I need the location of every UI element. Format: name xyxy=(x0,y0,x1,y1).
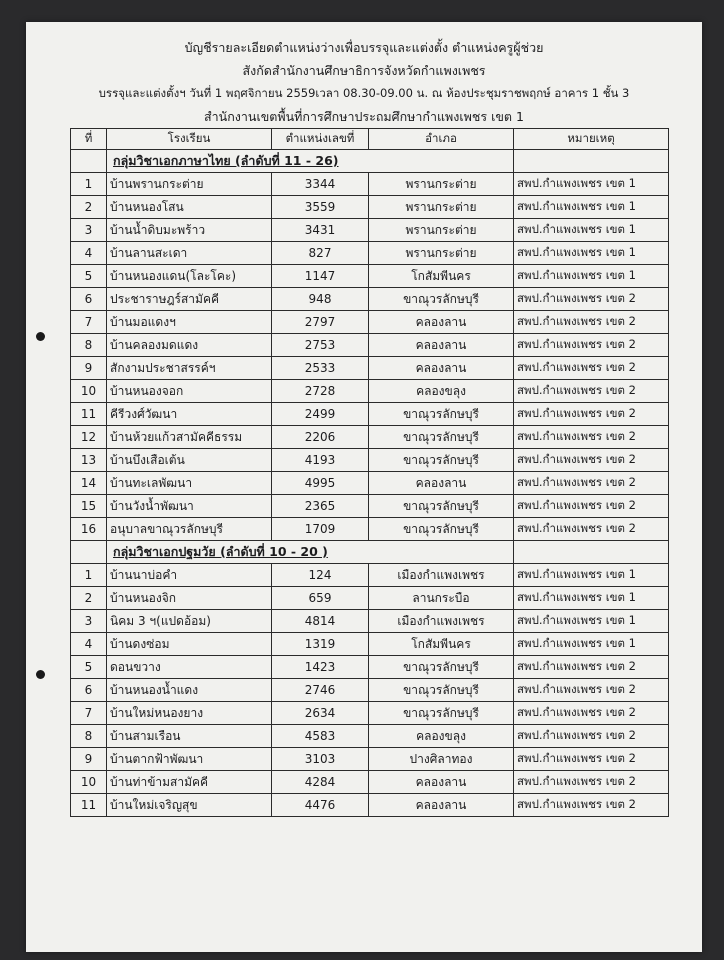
district-name: โกสัมพีนคร xyxy=(369,633,514,656)
district-name: คลองขลุง xyxy=(369,725,514,748)
table-row xyxy=(71,196,669,219)
district-name: คลองลาน xyxy=(369,311,514,334)
district-name: คลองลาน xyxy=(369,794,514,817)
position-number: 4583 xyxy=(272,725,369,748)
district-name: ขาณุวรลักษบุรี xyxy=(369,288,514,311)
position-number: 4476 xyxy=(272,794,369,817)
table-row xyxy=(71,357,669,380)
position-number: 2634 xyxy=(272,702,369,725)
school-name: บ้านหนองแดน(โละโคะ) xyxy=(107,265,272,288)
school-name: คีรีวงศ์วัฒนา xyxy=(107,403,272,426)
district-name: คลองลาน xyxy=(369,472,514,495)
group-header-row xyxy=(71,150,669,173)
row-number: 7 xyxy=(71,311,107,334)
row-number: 8 xyxy=(71,334,107,357)
district-name: ขาณุวรลักษบุรี xyxy=(369,518,514,541)
table-row xyxy=(71,380,669,403)
table-row xyxy=(71,610,669,633)
remark: สพป.กำแพงเพชร เขต 2 xyxy=(514,380,669,403)
district-name: คลองลาน xyxy=(369,771,514,794)
table-row xyxy=(71,173,669,196)
group-empty-cell xyxy=(71,150,107,173)
school-name: สักงามประชาสรรค์ฯ xyxy=(107,357,272,380)
remark: สพป.กำแพงเพชร เขต 2 xyxy=(514,794,669,817)
position-number: 1709 xyxy=(272,518,369,541)
remark: สพป.กำแพงเพชร เขต 1 xyxy=(514,219,669,242)
school-name: บ้านพรานกระต่าย xyxy=(107,173,272,196)
remark: สพป.กำแพงเพชร เขต 2 xyxy=(514,426,669,449)
district-name: คลองขลุง xyxy=(369,380,514,403)
remark: สพป.กำแพงเพชร เขต 1 xyxy=(514,265,669,288)
school-name: นิคม 3 ฯ(แปดอ้อม) xyxy=(107,610,272,633)
table-row xyxy=(71,794,669,817)
remark: สพป.กำแพงเพชร เขต 2 xyxy=(514,702,669,725)
district-name: พรานกระต่าย xyxy=(369,173,514,196)
district-name: ปางศิลาทอง xyxy=(369,748,514,771)
remark: สพป.กำแพงเพชร เขต 2 xyxy=(514,334,669,357)
header-title: บัญชีรายละเอียดตำแหน่งว่างเพื่อบรรจุและแต่งตั้ง ตำแหน่งครูผู้ช่วย xyxy=(184,40,544,55)
header-office: สำนักงานเขตพื้นที่การศึกษาประถมศึกษากำแพงเพชร เขต 1 xyxy=(204,109,524,124)
district-name: ขาณุวรลักษบุรี xyxy=(369,702,514,725)
row-number: 3 xyxy=(71,610,107,633)
school-name: บ้านหนองจอก xyxy=(107,380,272,403)
position-number: 4995 xyxy=(272,472,369,495)
table-row xyxy=(71,265,669,288)
row-number: 1 xyxy=(71,564,107,587)
table-body xyxy=(71,150,669,817)
row-number: 4 xyxy=(71,633,107,656)
remark: สพป.กำแพงเพชร เขต 1 xyxy=(514,610,669,633)
district-name: โกสัมพีนคร xyxy=(369,265,514,288)
school-name: บ้านบึงเสือเต้น xyxy=(107,449,272,472)
position-number: 2728 xyxy=(272,380,369,403)
table-row xyxy=(71,449,669,472)
remark: สพป.กำแพงเพชร เขต 2 xyxy=(514,403,669,426)
row-number: 1 xyxy=(71,173,107,196)
document-header xyxy=(26,36,702,128)
position-number: 2365 xyxy=(272,495,369,518)
vacancy-table xyxy=(70,128,669,817)
remark: สพป.กำแพงเพชร เขต 1 xyxy=(514,633,669,656)
district-name: เมืองกำแพงเพชร xyxy=(369,564,514,587)
district-name: ขาณุวรลักษบุรี xyxy=(369,403,514,426)
row-number: 6 xyxy=(71,288,107,311)
row-number: 12 xyxy=(71,426,107,449)
remark: สพป.กำแพงเพชร เขต 2 xyxy=(514,288,669,311)
district-name: ขาณุวรลักษบุรี xyxy=(369,449,514,472)
remark: สพป.กำแพงเพชร เขต 2 xyxy=(514,771,669,794)
position-number: 659 xyxy=(272,587,369,610)
district-name: พรานกระต่าย xyxy=(369,242,514,265)
row-number: 15 xyxy=(71,495,107,518)
table-row xyxy=(71,242,669,265)
remark: สพป.กำแพงเพชร เขต 2 xyxy=(514,449,669,472)
row-number: 13 xyxy=(71,449,107,472)
col-header-no: ที่ xyxy=(71,129,107,150)
remark: สพป.กำแพงเพชร เขต 2 xyxy=(514,311,669,334)
position-number: 4814 xyxy=(272,610,369,633)
school-name: บ้านนาบ่อคำ xyxy=(107,564,272,587)
group-header-row xyxy=(71,541,669,564)
position-number: 4193 xyxy=(272,449,369,472)
remark: สพป.กำแพงเพชร เขต 1 xyxy=(514,242,669,265)
table-row xyxy=(71,495,669,518)
remark: สพป.กำแพงเพชร เขต 1 xyxy=(514,564,669,587)
row-number: 8 xyxy=(71,725,107,748)
table-row xyxy=(71,656,669,679)
position-number: 3559 xyxy=(272,196,369,219)
row-number: 10 xyxy=(71,771,107,794)
district-name: พรานกระต่าย xyxy=(369,196,514,219)
district-name: คลองลาน xyxy=(369,357,514,380)
district-name: ขาณุวรลักษบุรี xyxy=(369,656,514,679)
position-number: 3103 xyxy=(272,748,369,771)
col-header-note: หมายเหตุ xyxy=(514,129,669,150)
row-number: 16 xyxy=(71,518,107,541)
school-name: บ้านมอแดงฯ xyxy=(107,311,272,334)
table-row xyxy=(71,702,669,725)
group-title: กลุ่มวิชาเอกภาษาไทย (ลำดับที่ 11 - 26) xyxy=(107,150,514,173)
remark: สพป.กำแพงเพชร เขต 2 xyxy=(514,495,669,518)
position-number: 1147 xyxy=(272,265,369,288)
row-number: 4 xyxy=(71,242,107,265)
position-number: 2533 xyxy=(272,357,369,380)
school-name: บ้านวังน้ำพัฒนา xyxy=(107,495,272,518)
row-number: 6 xyxy=(71,679,107,702)
group-empty-cell xyxy=(514,150,669,173)
remark: สพป.กำแพงเพชร เขต 1 xyxy=(514,196,669,219)
district-name: ขาณุวรลักษบุรี xyxy=(369,495,514,518)
district-name: พรานกระต่าย xyxy=(369,219,514,242)
row-number: 5 xyxy=(71,265,107,288)
position-number: 2746 xyxy=(272,679,369,702)
col-header-position: ตำแหน่งเลขที่ xyxy=(272,129,369,150)
remark: สพป.กำแพงเพชร เขต 2 xyxy=(514,656,669,679)
position-number: 2753 xyxy=(272,334,369,357)
school-name: บ้านหนองจิก xyxy=(107,587,272,610)
table-row xyxy=(71,771,669,794)
district-name: ลานกระบือ xyxy=(369,587,514,610)
row-number: 9 xyxy=(71,357,107,380)
table-row xyxy=(71,426,669,449)
school-name: บ้านใหม่หนองยาง xyxy=(107,702,272,725)
table-row xyxy=(71,564,669,587)
group-empty-cell xyxy=(514,541,669,564)
remark: สพป.กำแพงเพชร เขต 2 xyxy=(514,357,669,380)
school-name: บ้านหนองน้ำแดง xyxy=(107,679,272,702)
school-name: บ้านสามเรือน xyxy=(107,725,272,748)
table-row xyxy=(71,748,669,771)
school-name: บ้านคลองมดแดง xyxy=(107,334,272,357)
table-row xyxy=(71,403,669,426)
table-row xyxy=(71,679,669,702)
school-name: บ้านตากฟ้าพัฒนา xyxy=(107,748,272,771)
remark: สพป.กำแพงเพชร เขต 2 xyxy=(514,748,669,771)
row-number: 2 xyxy=(71,587,107,610)
position-number: 3344 xyxy=(272,173,369,196)
school-name: บ้านทะเลพัฒนา xyxy=(107,472,272,495)
district-name: ขาณุวรลักษบุรี xyxy=(369,426,514,449)
row-number: 11 xyxy=(71,794,107,817)
remark: สพป.กำแพงเพชร เขต 2 xyxy=(514,679,669,702)
group-empty-cell xyxy=(71,541,107,564)
table-row xyxy=(71,633,669,656)
table-row xyxy=(71,472,669,495)
table-row xyxy=(71,334,669,357)
district-name: เมืองกำแพงเพชร xyxy=(369,610,514,633)
row-number: 5 xyxy=(71,656,107,679)
row-number: 10 xyxy=(71,380,107,403)
remark: สพป.กำแพงเพชร เขต 2 xyxy=(514,472,669,495)
school-name: บ้านดงซ่อม xyxy=(107,633,272,656)
group-title: กลุ่มวิชาเอกปฐมวัย (ลำดับที่ 10 - 20 ) xyxy=(107,541,514,564)
position-number: 2499 xyxy=(272,403,369,426)
document-page xyxy=(26,22,702,952)
header-subtitle: สังกัดสำนักงานศึกษาธิการจังหวัดกำแพงเพชร xyxy=(242,63,486,78)
position-number: 827 xyxy=(272,242,369,265)
remark: สพป.กำแพงเพชร เขต 2 xyxy=(514,725,669,748)
punch-hole xyxy=(36,670,45,679)
row-number: 2 xyxy=(71,196,107,219)
position-number: 3431 xyxy=(272,219,369,242)
school-name: บ้านลานสะเดา xyxy=(107,242,272,265)
position-number: 2206 xyxy=(272,426,369,449)
table-row xyxy=(71,311,669,334)
header-schedule: บรรจุและแต่งตั้งฯ วันที่ 1 พฤศจิกายน 2559เวลา 08.30-09.00 น. ณ ห้องประชุมราชพฤกษ์ อาคาร 1 ชั้น 3 xyxy=(98,86,630,100)
col-header-district: อำเภอ xyxy=(369,129,514,150)
punch-hole xyxy=(36,332,45,341)
school-name: บ้านน้ำดิบมะพร้าว xyxy=(107,219,272,242)
row-number: 11 xyxy=(71,403,107,426)
school-name: บ้านหนองโสน xyxy=(107,196,272,219)
table-row xyxy=(71,587,669,610)
remark: สพป.กำแพงเพชร เขต 1 xyxy=(514,587,669,610)
row-number: 9 xyxy=(71,748,107,771)
table-row xyxy=(71,725,669,748)
position-number: 4284 xyxy=(272,771,369,794)
row-number: 7 xyxy=(71,702,107,725)
school-name: ดอนขวาง xyxy=(107,656,272,679)
table-header-row xyxy=(71,129,669,150)
table-row xyxy=(71,518,669,541)
position-number: 124 xyxy=(272,564,369,587)
district-name: ขาณุวรลักษบุรี xyxy=(369,679,514,702)
row-number: 14 xyxy=(71,472,107,495)
position-number: 948 xyxy=(272,288,369,311)
row-number: 3 xyxy=(71,219,107,242)
position-number: 1319 xyxy=(272,633,369,656)
remark: สพป.กำแพงเพชร เขต 1 xyxy=(514,173,669,196)
table-row xyxy=(71,219,669,242)
col-header-school: โรงเรียน xyxy=(107,129,272,150)
school-name: ประชาราษฎร์สามัคคี xyxy=(107,288,272,311)
position-number: 1423 xyxy=(272,656,369,679)
school-name: บ้านใหม่เจริญสุข xyxy=(107,794,272,817)
school-name: อนุบาลขาณุวรลักษบุรี xyxy=(107,518,272,541)
position-number: 2797 xyxy=(272,311,369,334)
table-row xyxy=(71,288,669,311)
remark: สพป.กำแพงเพชร เขต 2 xyxy=(514,518,669,541)
district-name: คลองลาน xyxy=(369,334,514,357)
school-name: บ้านห้วยแก้วสามัคคีธรรม xyxy=(107,426,272,449)
school-name: บ้านท่าข้ามสามัคคี xyxy=(107,771,272,794)
